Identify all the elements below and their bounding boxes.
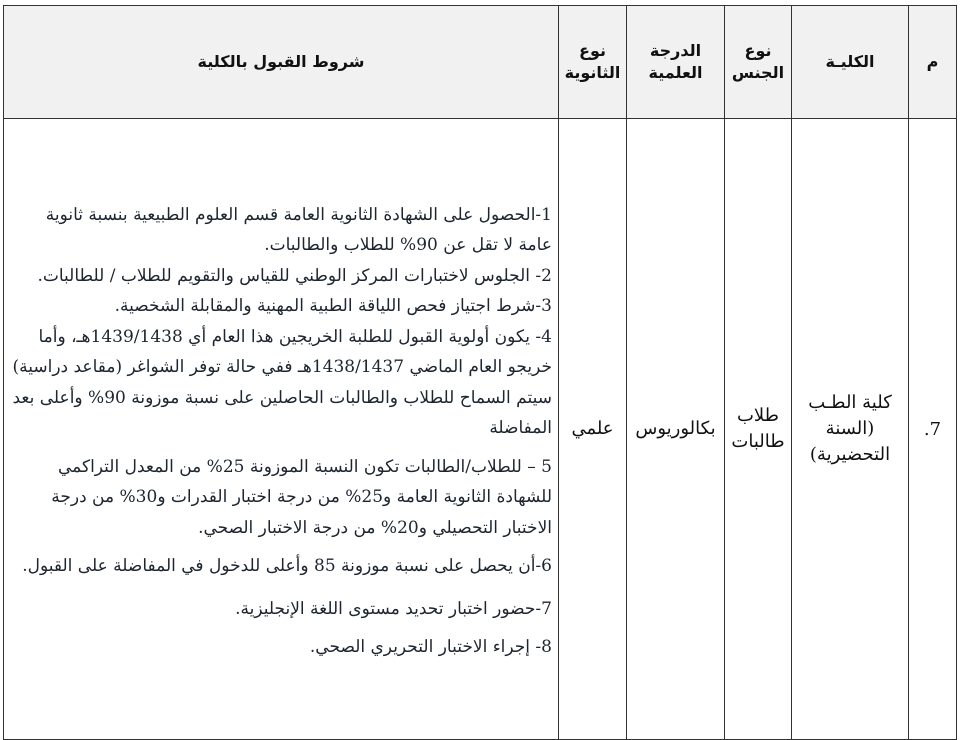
row-college xyxy=(792,119,909,740)
header-secondary-type-line: نوع xyxy=(579,41,606,61)
college-line: كلية الطـب xyxy=(808,391,892,413)
row-conditions xyxy=(4,119,559,740)
condition-item: 6-أن يحصل على نسبة موزونة 85 وأعلى للدخول في المفاضلة على القبول. xyxy=(22,556,552,576)
header-secondary-type xyxy=(559,6,627,119)
condition-item: 8- إجراء الاختبار التحريري الصحي. xyxy=(309,637,552,657)
header-secondary-type-line: الثانوية xyxy=(564,63,621,82)
table-header-row xyxy=(4,6,957,119)
row-number: 7. xyxy=(909,119,957,740)
condition-item: 1-الحصول على الشهادة الثانوية العامة قسم العلوم الطبيعية بنسبة ثانوية عامة لا تقل عن 90% للطلاب والطالبات. xyxy=(45,204,552,255)
condition-item: 4- يكون أولوية القبول للطلبة الخريجين هذا العام أي 1439/1438هـ، وأما خريجو العام الماضي 1438/1437هـ ففي حالة توفر الشواغر (مقاعد دراسية) سيتم السماح للطلاب والطالبات الحاصلين على نسبة موزونة 90% وأعلى بعد المفاضلة xyxy=(12,326,552,438)
condition-item: 2- الجلوس لاختبارات المركز الوطني للقياس والتقويم للطلاب / للطالبات. xyxy=(37,265,552,286)
header-degree-line: العلمية xyxy=(648,63,703,82)
college-line: التحضيرية) xyxy=(809,444,891,466)
header-conditions: شروط القبول بالكلية xyxy=(4,6,559,119)
header-gender-line: نوع xyxy=(744,41,772,61)
gender-line: طالبات xyxy=(731,431,785,452)
header-degree-line: الدرجة xyxy=(649,41,702,61)
college-line: (السنة xyxy=(825,417,875,439)
conditions-list xyxy=(4,196,558,663)
row-degree: بكالوريوس xyxy=(627,119,725,740)
table-row xyxy=(4,119,957,740)
header-gender xyxy=(725,6,792,119)
header-college: الكليـة xyxy=(792,6,909,119)
header-degree xyxy=(627,6,725,119)
header-number: م xyxy=(909,6,957,119)
condition-item: 3-شرط اجتياز فحص اللياقة الطبية المهنية والمقابلة الشخصية. xyxy=(114,296,552,316)
header-gender-line: الجنس xyxy=(731,63,785,82)
gender-line: طلاب xyxy=(736,404,779,426)
condition-item: 5 – للطلاب/الطالبات تكون النسبة الموزونة 25% من المعدل التراكمي للشهادة الثانوية العامة و25% من درجة اختبار القدرات و30% من درجة الاختبار التحصيلي و20% من درجة الاختبار الصحي. xyxy=(51,456,552,538)
row-secondary-type: علمي xyxy=(559,119,627,740)
admission-conditions-table xyxy=(3,5,957,740)
condition-item: 7-حضور اختبار تحديد مستوى اللغة الإنجليزية. xyxy=(235,598,552,619)
row-gender xyxy=(725,119,792,740)
